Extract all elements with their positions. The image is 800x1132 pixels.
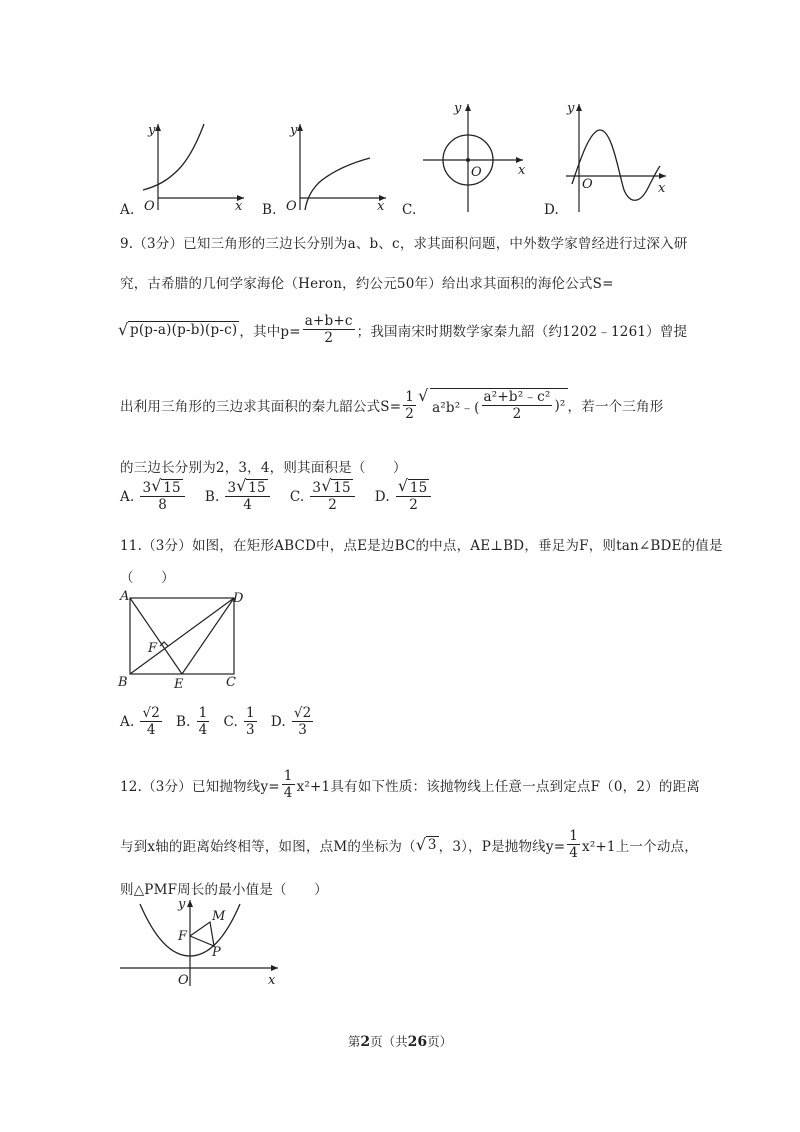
q9-line4 bbox=[120, 388, 663, 422]
heron-sqrt: √ p(p-a)(p-b)(p-c) bbox=[118, 322, 239, 338]
q9-option-d[interactable]: D. √ $\frac{15}{2}$ bbox=[375, 480, 434, 513]
q12-line2-tail: x²+1上一个动点， bbox=[582, 838, 698, 855]
page-footer: 第2页（共26页） bbox=[347, 1034, 453, 1050]
q9-line4-tail: ，若一个三角形 bbox=[567, 399, 664, 415]
graph-b-x-label: x bbox=[377, 199, 385, 214]
q11-option-c[interactable]: C. $\frac{1}{3}$ bbox=[223, 705, 255, 738]
q11-option-b[interactable]: B. $\frac{1}{4}$ bbox=[176, 705, 208, 738]
q12-line2 bbox=[120, 828, 698, 861]
graph-a-exponential bbox=[138, 118, 250, 213]
graph-d-origin-label: O bbox=[582, 177, 593, 192]
q9-line1: 9.（3分）已知三角形的三边长分别为a、b、c，求其面积问题，中外数学家曾经进行过深入研 bbox=[120, 236, 688, 252]
fig-label-a: A bbox=[120, 589, 130, 604]
q12-line1-head: 12.（3分）已知抛物线y= bbox=[120, 778, 280, 795]
q12-line2-mid: ，3），P是抛物线y= bbox=[438, 838, 566, 855]
q9-option-c[interactable]: C. $\frac{3√ 15}{2}$ bbox=[290, 480, 357, 513]
parabola-figure bbox=[118, 896, 288, 991]
q9-line4-head: 出利用三角形的三边求其面积的秦九韶公式S= bbox=[120, 399, 402, 415]
q12-line1 bbox=[120, 768, 700, 801]
q12-frac-2: $\frac{1}{4}$ bbox=[569, 828, 578, 861]
q11-line1: 11.（3分）如图，在矩形ABCD中，点E是边BC的中点，AE⊥BD，垂足为F，则tan∠BDE的值是 bbox=[120, 538, 723, 554]
parabola-origin-label: O bbox=[178, 973, 189, 988]
graph-c-circle bbox=[418, 100, 533, 215]
graph-b-origin-label: O bbox=[286, 199, 297, 214]
q12-line1-tail: x²+1具有如下性质：该抛物线上任意一点到定点F（0，2）的距离 bbox=[296, 778, 700, 795]
graph-d-x-label: x bbox=[658, 181, 666, 196]
fig-label-b: B bbox=[118, 675, 128, 690]
q12-m-sqrt: √ 3 bbox=[416, 837, 439, 853]
q9-line3-tail: ；我国南宋时期数学家秦九韶（约1202﹣1261）曾提 bbox=[356, 323, 688, 340]
fig-label-f: F bbox=[148, 641, 158, 656]
option-d-letter: D. bbox=[544, 202, 560, 218]
graph-a-origin-label: O bbox=[144, 199, 155, 214]
parabola-f-label: F bbox=[178, 929, 188, 944]
q9-where-text: ，其中p= bbox=[239, 323, 301, 340]
graph-a-x-label: x bbox=[235, 199, 243, 214]
graph-d-sine bbox=[562, 100, 677, 215]
p-fraction: $\frac{a+b+c}{2}$ bbox=[304, 313, 353, 346]
q12-line3: 则△PMF周长的最小值是（ ） bbox=[120, 882, 328, 898]
graph-a-y-label: y bbox=[148, 123, 156, 138]
graph-c-x-label: x bbox=[518, 163, 526, 178]
parabola-p-label: P bbox=[212, 945, 221, 960]
rectangle-abcd-figure bbox=[118, 588, 258, 690]
graph-c-origin-label: O bbox=[471, 165, 482, 180]
q9-line2: 究，古希腊的几何学家海伦（Heron，约公元50年）给出求其面积的海伦公式S= bbox=[120, 276, 614, 292]
parabola-x-label: x bbox=[268, 973, 276, 988]
q11-option-d[interactable]: D. $\frac{√2}{3}$ bbox=[270, 705, 312, 738]
option-b-letter: B. bbox=[262, 202, 277, 218]
qin-half-fraction: $\frac{1}{2}$ bbox=[405, 388, 415, 422]
q12-frac-1: $\frac{1}{4}$ bbox=[283, 768, 293, 801]
q12-line2-head: 与到x轴的距离始终相等，如图，点M的坐标为（ bbox=[120, 838, 416, 855]
page-total: 26 bbox=[407, 1034, 428, 1050]
qin-sqrt: √ a²b²﹣( $\frac{\text{a²+b²﹣c²}}{2}$ )² bbox=[418, 388, 567, 422]
graph-d-y-label: y bbox=[567, 101, 575, 116]
graph-c-y-label: y bbox=[454, 101, 462, 116]
graph-b-y-label: y bbox=[290, 123, 298, 138]
fig-label-d: D bbox=[233, 591, 244, 606]
q9-line3 bbox=[118, 313, 687, 346]
q9-option-b[interactable]: B. $\frac{3√ 15}{4}$ bbox=[205, 480, 272, 513]
q11-options bbox=[120, 705, 315, 738]
graph-b-logarithmic bbox=[280, 118, 392, 213]
q9-line5: 的三边长分别为2，3，4，则其面积是（ ） bbox=[120, 460, 407, 476]
option-c-letter: C. bbox=[402, 202, 417, 218]
q9-options bbox=[120, 480, 433, 513]
fig-label-e: E bbox=[174, 677, 184, 692]
q9-option-a[interactable]: A. $\frac{3√ 15}{8}$ bbox=[120, 480, 187, 513]
page-number: 2 bbox=[360, 1034, 371, 1050]
parabola-y-label: y bbox=[178, 897, 186, 912]
parabola-m-label: M bbox=[212, 909, 226, 924]
option-a-letter: A. bbox=[120, 202, 135, 218]
q11-line2: （ ） bbox=[120, 570, 175, 586]
fig-label-c: C bbox=[226, 675, 236, 690]
q11-option-a[interactable]: A. $\frac{√2}{4}$ bbox=[120, 705, 161, 738]
